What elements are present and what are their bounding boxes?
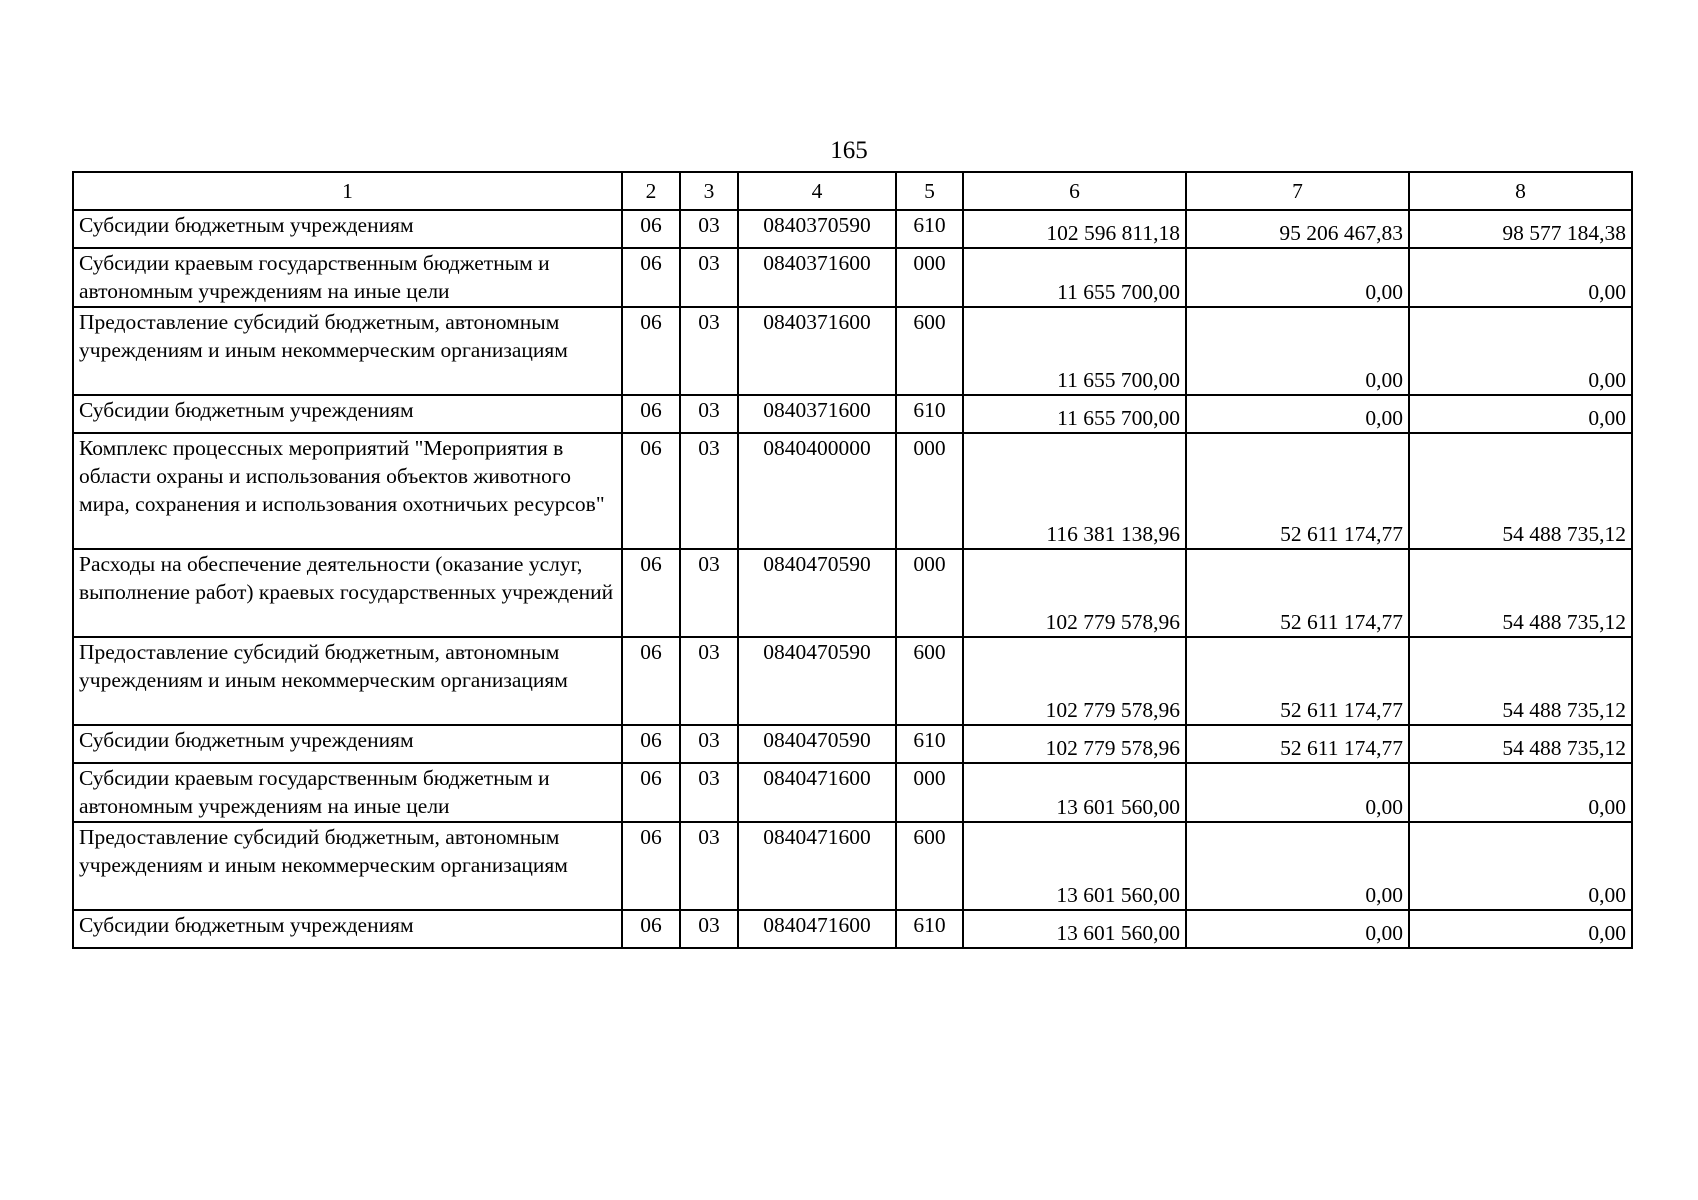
amount-col8: 98 577 184,38 [1409, 210, 1632, 248]
row-name: Субсидии бюджетным учреждениям [73, 910, 622, 948]
section-code: 06 [622, 763, 680, 822]
amount-col8: 54 488 735,12 [1409, 637, 1632, 725]
amount-col7: 0,00 [1186, 395, 1409, 433]
row-name: Субсидии краевым государственным бюджетным и автономным учреждениям на иные цели [73, 248, 622, 307]
amount-col6: 116 381 138,96 [963, 433, 1186, 549]
amount-col7: 0,00 [1186, 763, 1409, 822]
target-article-code: 0840370590 [738, 210, 896, 248]
expense-type-code: 000 [896, 763, 963, 822]
table-row [73, 822, 1632, 910]
section-code: 06 [622, 433, 680, 549]
amount-col8: 0,00 [1409, 763, 1632, 822]
subsection-code: 03 [680, 763, 738, 822]
table-row [73, 725, 1632, 763]
target-article-code: 0840470590 [738, 725, 896, 763]
expense-type-code: 610 [896, 910, 963, 948]
amount-col8: 54 488 735,12 [1409, 549, 1632, 637]
target-article-code: 0840470590 [738, 637, 896, 725]
amount-col7: 52 611 174,77 [1186, 549, 1409, 637]
section-code: 06 [622, 248, 680, 307]
amount-col6: 102 779 578,96 [963, 725, 1186, 763]
expense-type-code: 600 [896, 637, 963, 725]
expense-type-code: 610 [896, 725, 963, 763]
amount-col8: 0,00 [1409, 248, 1632, 307]
amount-col6: 13 601 560,00 [963, 910, 1186, 948]
amount-col8: 0,00 [1409, 910, 1632, 948]
target-article-code: 0840371600 [738, 248, 896, 307]
expense-type-code: 600 [896, 822, 963, 910]
amount-col7: 0,00 [1186, 822, 1409, 910]
table-row [73, 637, 1632, 725]
amount-col7: 0,00 [1186, 248, 1409, 307]
amount-col6: 102 596 811,18 [963, 210, 1186, 248]
subsection-code: 03 [680, 725, 738, 763]
subsection-code: 03 [680, 549, 738, 637]
table-row [73, 210, 1632, 248]
amount-col8: 0,00 [1409, 395, 1632, 433]
table-row [73, 395, 1632, 433]
row-name: Субсидии бюджетным учреждениям [73, 210, 622, 248]
target-article-code: 0840470590 [738, 549, 896, 637]
row-name: Субсидии краевым государственным бюджетным и автономным учреждениям на иные цели [73, 763, 622, 822]
subsection-code: 03 [680, 395, 738, 433]
amount-col7: 52 611 174,77 [1186, 725, 1409, 763]
amount-col8: 0,00 [1409, 307, 1632, 395]
target-article-code: 0840371600 [738, 307, 896, 395]
target-article-code: 0840471600 [738, 822, 896, 910]
row-name: Субсидии бюджетным учреждениям [73, 395, 622, 433]
section-code: 06 [622, 910, 680, 948]
amount-col6: 102 779 578,96 [963, 637, 1186, 725]
column-header: 5 [896, 172, 963, 210]
column-header: 3 [680, 172, 738, 210]
amount-col8: 0,00 [1409, 822, 1632, 910]
target-article-code: 0840371600 [738, 395, 896, 433]
amount-col6: 11 655 700,00 [963, 248, 1186, 307]
table-row [73, 549, 1632, 637]
subsection-code: 03 [680, 248, 738, 307]
section-code: 06 [622, 725, 680, 763]
expense-type-code: 610 [896, 210, 963, 248]
section-code: 06 [622, 822, 680, 910]
column-header: 8 [1409, 172, 1632, 210]
amount-col7: 0,00 [1186, 910, 1409, 948]
table-row [73, 763, 1632, 822]
budget-table [72, 171, 1633, 949]
expense-type-code: 000 [896, 248, 963, 307]
amount-col6: 11 655 700,00 [963, 395, 1186, 433]
amount-col7: 0,00 [1186, 307, 1409, 395]
amount-col6: 13 601 560,00 [963, 763, 1186, 822]
subsection-code: 03 [680, 433, 738, 549]
expense-type-code: 000 [896, 549, 963, 637]
row-name: Комплекс процессных мероприятий "Мероприятия в области охраны и использования объектов животного мира, сохранения и использования охотничьих ресурсов" [73, 433, 622, 549]
amount-col6: 13 601 560,00 [963, 822, 1186, 910]
table-header-row [73, 172, 1632, 210]
column-header: 4 [738, 172, 896, 210]
section-code: 06 [622, 549, 680, 637]
expense-type-code: 600 [896, 307, 963, 395]
subsection-code: 03 [680, 637, 738, 725]
amount-col8: 54 488 735,12 [1409, 433, 1632, 549]
section-code: 06 [622, 210, 680, 248]
amount-col6: 102 779 578,96 [963, 549, 1186, 637]
table-row [73, 910, 1632, 948]
expense-type-code: 610 [896, 395, 963, 433]
subsection-code: 03 [680, 210, 738, 248]
row-name: Предоставление субсидий бюджетным, автономным учреждениям и иным некоммерческим организациям [73, 307, 622, 395]
column-header: 2 [622, 172, 680, 210]
table-row [73, 433, 1632, 549]
expense-type-code: 000 [896, 433, 963, 549]
section-code: 06 [622, 395, 680, 433]
page-number: 165 [830, 137, 868, 164]
subsection-code: 03 [680, 307, 738, 395]
column-header: 7 [1186, 172, 1409, 210]
target-article-code: 0840471600 [738, 910, 896, 948]
table-row [73, 307, 1632, 395]
amount-col7: 52 611 174,77 [1186, 637, 1409, 725]
row-name: Предоставление субсидий бюджетным, автономным учреждениям и иным некоммерческим организациям [73, 637, 622, 725]
subsection-code: 03 [680, 822, 738, 910]
amount-col7: 52 611 174,77 [1186, 433, 1409, 549]
amount-col7: 95 206 467,83 [1186, 210, 1409, 248]
column-header: 6 [963, 172, 1186, 210]
table-row [73, 248, 1632, 307]
target-article-code: 0840400000 [738, 433, 896, 549]
column-header: 1 [73, 172, 622, 210]
subsection-code: 03 [680, 910, 738, 948]
section-code: 06 [622, 637, 680, 725]
row-name: Предоставление субсидий бюджетным, автономным учреждениям и иным некоммерческим организациям [73, 822, 622, 910]
amount-col8: 54 488 735,12 [1409, 725, 1632, 763]
row-name: Субсидии бюджетным учреждениям [73, 725, 622, 763]
amount-col6: 11 655 700,00 [963, 307, 1186, 395]
row-name: Расходы на обеспечение деятельности (оказание услуг, выполнение работ) краевых государственных учреждений [73, 549, 622, 637]
section-code: 06 [622, 307, 680, 395]
target-article-code: 0840471600 [738, 763, 896, 822]
